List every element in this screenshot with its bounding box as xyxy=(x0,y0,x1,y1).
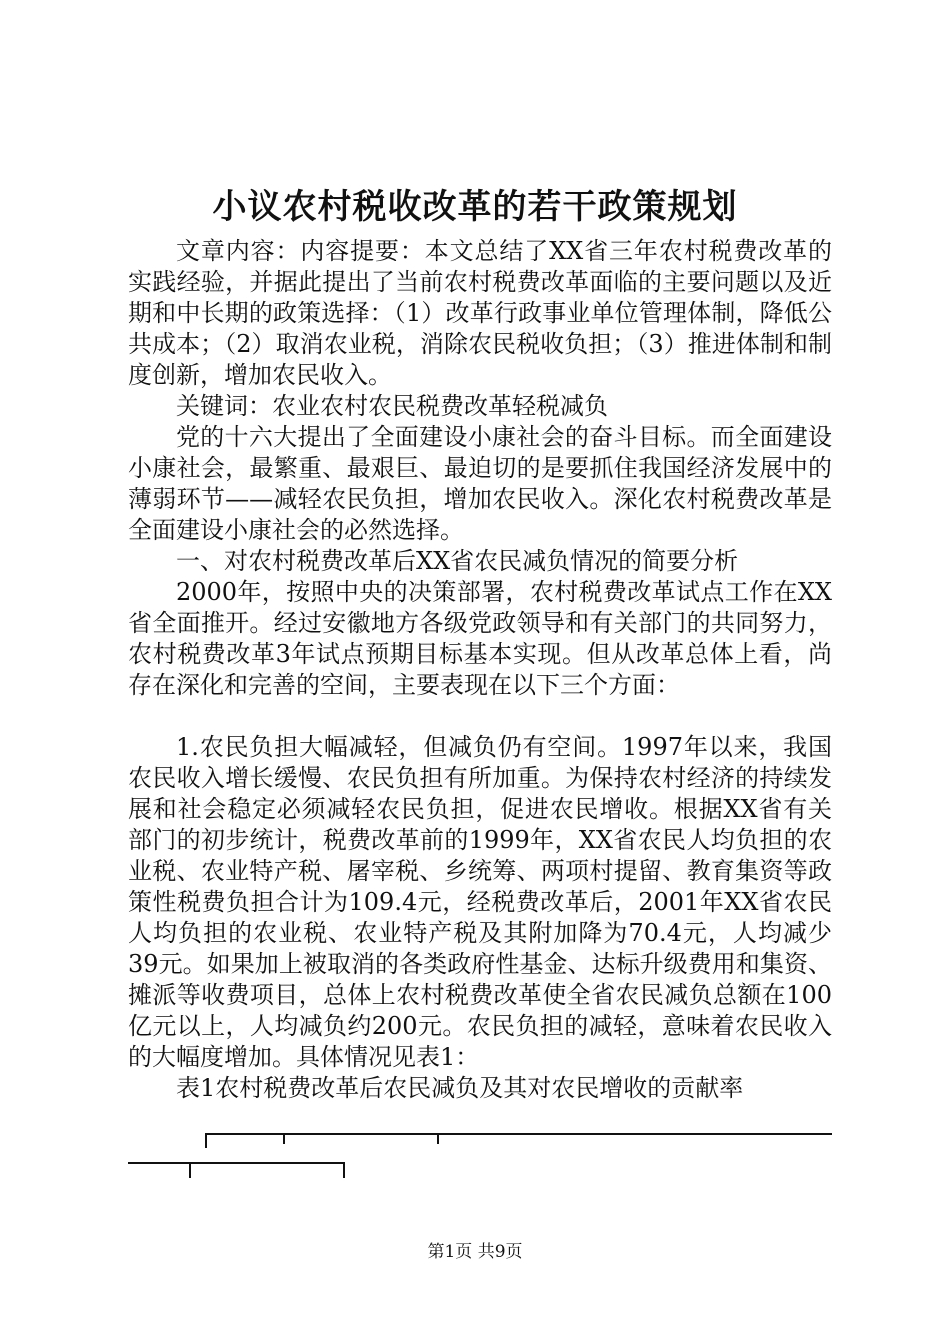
body-paragraph: 2000年，按照中央的决策部署，农村税费改革试点工作在XX省全面推开。经过安徽地方各级党政领导和有关部门的共同努力，农村税费改革3年试点预期目标基本实现。但从改革总体上看，尚存在深化和完善的空间，主要表现在以下三个方面： xyxy=(128,578,832,699)
paragraph-spacer xyxy=(128,701,832,732)
section-heading: 一、对农村税费改革后XX省农民减负情况的简要分析 xyxy=(176,547,739,575)
document-body xyxy=(128,236,832,1104)
table-caption: 表1农村税费改革后农民减负及其对农民增收的贡献率 xyxy=(176,1074,744,1102)
table-border-fragment xyxy=(128,1122,838,1182)
keywords-paragraph: 关键词：农业农村农民税费改革轻税减负 xyxy=(176,392,608,420)
abstract-paragraph: 文章内容：内容提要：本文总结了XX省三年农村税费改革的实践经验，并据此提出了当前农村税费改革面临的主要问题以及近期和中长期的政策选择：（1）改革行政事业单位管理体制，降低公共成本；（2）取消农业税，消除农民税收负担；（3）推进体制和制度创新，增加农民收入。 xyxy=(128,237,832,389)
page-footer: 第1页 共9页 xyxy=(427,1242,523,1262)
body-paragraph: 1.农民负担大幅减轻，但减负仍有空间。1997年以来，我国农民收入增长缓慢、农民负担有所加重。为保持农村经济的持续发展和社会稳定必须减轻农民负担，促进农民增收。根据XX省有关部门的初步统计，税费改革前的1999年，XX省农民人均负担的农业税、农业特产税、屠宰税、乡统筹、两项村提留、教育集资等政策性税费负担合计为109.4元，经税费改革后，2001年XX省农民人均负担的农业税、农业特产税及其附加降为70.4元，人均减少39元。如果加上被取消的各类政府性基金、达标升级费用和集资、摊派等收费项目，总体上农村税费改革使全省农民减负总额在100亿元以上，人均减负约200元。农民负担的减轻，意味着农民收入的大幅度增加。具体情况见表1： xyxy=(128,733,832,1071)
intro-paragraph: 党的十六大提出了全面建设小康社会的奋斗目标。而全面建设小康社会，最繁重、最艰巨、最迫切的是要抓住我国经济发展中的薄弱环节——减轻农民负担，增加农民收入。深化农村税费改革是全面建设小康社会的必然选择。 xyxy=(128,423,832,544)
document-title: 小议农村税收改革的若干政策规划 xyxy=(212,187,738,227)
